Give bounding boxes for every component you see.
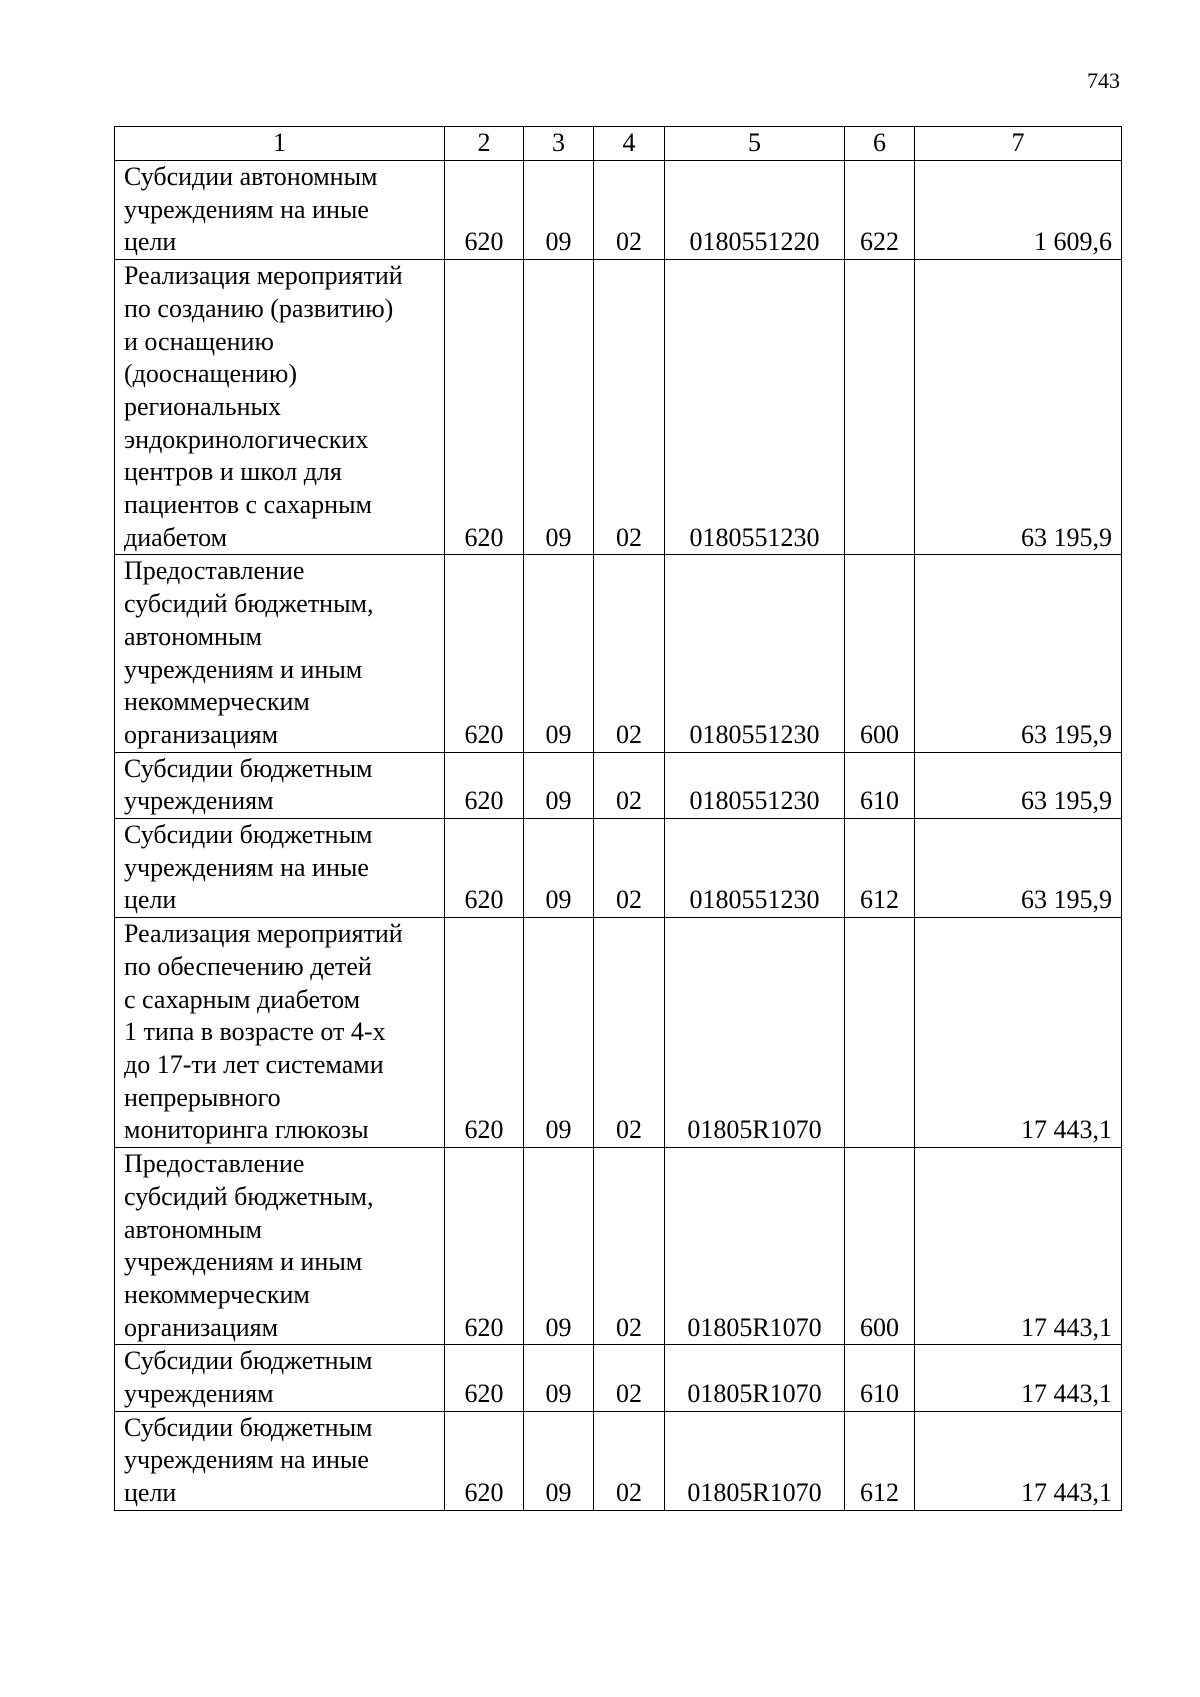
item-name-line: некоммерческим bbox=[124, 687, 310, 717]
budget-code-cell: 620 bbox=[445, 1411, 524, 1510]
amount-cell: 17 443,1 bbox=[915, 1148, 1122, 1345]
table-row bbox=[115, 260, 1122, 555]
item-name-line: центров и школ для bbox=[124, 457, 342, 487]
item-name-line: по обеспечению детей bbox=[124, 951, 372, 981]
subsection-cell: 02 bbox=[594, 918, 665, 1148]
item-name-line: Предоставление bbox=[124, 1149, 305, 1179]
budget-code-cell: 620 bbox=[445, 555, 524, 752]
item-name-line: до 17-ти лет системами bbox=[124, 1049, 384, 1079]
budget-code-cell: 620 bbox=[445, 819, 524, 918]
item-name-line: Предоставление bbox=[124, 556, 305, 586]
amount-cell: 17 443,1 bbox=[915, 918, 1122, 1148]
item-name-line: учреждениям bbox=[124, 786, 274, 816]
item-name-line: цели bbox=[124, 227, 177, 257]
target-article-cell: 01805R1070 bbox=[665, 1148, 845, 1345]
amount-cell: 17 443,1 bbox=[915, 1345, 1122, 1411]
table-row bbox=[115, 752, 1122, 818]
target-article-cell: 0180551230 bbox=[665, 752, 845, 818]
table-row bbox=[115, 819, 1122, 918]
item-name-cell bbox=[115, 1411, 445, 1510]
column-header-2: 2 bbox=[445, 127, 524, 161]
table-row bbox=[115, 555, 1122, 752]
expense-type-cell: 622 bbox=[845, 161, 915, 260]
budget-table bbox=[114, 126, 1122, 1511]
item-name-line: Субсидии бюджетным bbox=[124, 753, 373, 783]
item-name-line: с сахарным диабетом bbox=[124, 984, 361, 1014]
expense-type-cell: 610 bbox=[845, 1345, 915, 1411]
amount-cell: 63 195,9 bbox=[915, 260, 1122, 555]
budget-code-cell: 620 bbox=[445, 918, 524, 1148]
column-header-6: 6 bbox=[845, 127, 915, 161]
section-cell: 09 bbox=[524, 1411, 594, 1510]
section-cell: 09 bbox=[524, 555, 594, 752]
column-header-4: 4 bbox=[594, 127, 665, 161]
item-name-line: Субсидии бюджетным bbox=[124, 1346, 373, 1376]
item-name-line: учреждениям и иным bbox=[124, 654, 363, 684]
item-name-cell bbox=[115, 819, 445, 918]
item-name-line: цели bbox=[124, 1478, 177, 1508]
subsection-cell: 02 bbox=[594, 555, 665, 752]
amount-cell: 63 195,9 bbox=[915, 819, 1122, 918]
expense-type-cell bbox=[845, 918, 915, 1148]
item-name-line: 1 типа в возрасте от 4-х bbox=[124, 1017, 386, 1047]
section-cell: 09 bbox=[524, 161, 594, 260]
expense-type-cell: 612 bbox=[845, 819, 915, 918]
item-name-cell bbox=[115, 161, 445, 260]
item-name-line: Субсидии бюджетным bbox=[124, 820, 373, 850]
column-header-1: 1 bbox=[115, 127, 445, 161]
table-row bbox=[115, 1345, 1122, 1411]
expense-type-cell: 610 bbox=[845, 752, 915, 818]
target-article-cell: 01805R1070 bbox=[665, 1411, 845, 1510]
item-name-line: автономным bbox=[124, 1214, 262, 1244]
amount-cell: 1 609,6 bbox=[915, 161, 1122, 260]
item-name-line: Субсидии автономным bbox=[124, 162, 378, 191]
page-number: 743 bbox=[1087, 68, 1120, 93]
table-row bbox=[115, 161, 1122, 260]
column-header-7: 7 bbox=[915, 127, 1122, 161]
section-cell: 09 bbox=[524, 819, 594, 918]
expense-type-cell: 600 bbox=[845, 1148, 915, 1345]
expense-type-cell: 612 bbox=[845, 1411, 915, 1510]
subsection-cell: 02 bbox=[594, 161, 665, 260]
expense-type-cell: 600 bbox=[845, 555, 915, 752]
item-name-line: по созданию (развитию) bbox=[124, 293, 394, 323]
item-name-line: региональных bbox=[124, 391, 282, 421]
item-name-line: непрерывного bbox=[124, 1082, 281, 1112]
amount-cell: 63 195,9 bbox=[915, 752, 1122, 818]
table-header-row bbox=[115, 127, 1122, 161]
target-article-cell: 0180551220 bbox=[665, 161, 845, 260]
item-name-line: и оснащению bbox=[124, 326, 274, 356]
item-name-line: учреждениям на иные bbox=[124, 194, 369, 224]
item-name-line: организациям bbox=[124, 719, 279, 749]
column-header-5: 5 bbox=[665, 127, 845, 161]
item-name-line: учреждениям и иным bbox=[124, 1247, 363, 1277]
table-row bbox=[115, 1411, 1122, 1510]
budget-code-cell: 620 bbox=[445, 161, 524, 260]
item-name-cell bbox=[115, 918, 445, 1148]
target-article-cell: 0180551230 bbox=[665, 555, 845, 752]
subsection-cell: 02 bbox=[594, 819, 665, 918]
section-cell: 09 bbox=[524, 752, 594, 818]
item-name-line: субсидий бюджетным, bbox=[124, 1181, 374, 1211]
expense-type-cell bbox=[845, 260, 915, 555]
item-name-line: учреждениям на иные bbox=[124, 852, 369, 882]
amount-cell: 17 443,1 bbox=[915, 1411, 1122, 1510]
budget-code-cell: 620 bbox=[445, 752, 524, 818]
item-name-cell bbox=[115, 555, 445, 752]
item-name-line: учреждениям bbox=[124, 1379, 274, 1409]
item-name-line: Субсидии бюджетным bbox=[124, 1412, 373, 1442]
item-name-line: диабетом bbox=[124, 522, 228, 552]
item-name-line: (дооснащению) bbox=[124, 359, 297, 389]
item-name-line: мониторинга глюкозы bbox=[124, 1115, 369, 1145]
item-name-line: Реализация мероприятий bbox=[124, 919, 403, 949]
item-name-line: цели bbox=[124, 885, 177, 915]
budget-code-cell: 620 bbox=[445, 1345, 524, 1411]
item-name-line: Реализация мероприятий bbox=[124, 261, 403, 291]
table-body bbox=[115, 161, 1122, 1511]
budget-code-cell: 620 bbox=[445, 1148, 524, 1345]
item-name-line: учреждениям на иные bbox=[124, 1445, 369, 1475]
item-name-line: некоммерческим bbox=[124, 1279, 310, 1309]
target-article-cell: 01805R1070 bbox=[665, 918, 845, 1148]
item-name-line: субсидий бюджетным, bbox=[124, 589, 374, 619]
subsection-cell: 02 bbox=[594, 1411, 665, 1510]
target-article-cell: 01805R1070 bbox=[665, 1345, 845, 1411]
subsection-cell: 02 bbox=[594, 1345, 665, 1411]
item-name-cell bbox=[115, 752, 445, 818]
table-row bbox=[115, 918, 1122, 1148]
item-name-cell bbox=[115, 260, 445, 555]
item-name-line: пациентов с сахарным bbox=[124, 490, 373, 520]
subsection-cell: 02 bbox=[594, 260, 665, 555]
section-cell: 09 bbox=[524, 918, 594, 1148]
section-cell: 09 bbox=[524, 1345, 594, 1411]
item-name-line: эндокринологических bbox=[124, 424, 369, 454]
amount-cell: 63 195,9 bbox=[915, 555, 1122, 752]
item-name-cell bbox=[115, 1148, 445, 1345]
subsection-cell: 02 bbox=[594, 752, 665, 818]
budget-code-cell: 620 bbox=[445, 260, 524, 555]
column-header-3: 3 bbox=[524, 127, 594, 161]
item-name-line: организациям bbox=[124, 1312, 279, 1342]
table-row bbox=[115, 1148, 1122, 1345]
item-name-cell bbox=[115, 1345, 445, 1411]
subsection-cell: 02 bbox=[594, 1148, 665, 1345]
section-cell: 09 bbox=[524, 1148, 594, 1345]
target-article-cell: 0180551230 bbox=[665, 819, 845, 918]
section-cell: 09 bbox=[524, 260, 594, 555]
target-article-cell: 0180551230 bbox=[665, 260, 845, 555]
item-name-line: автономным bbox=[124, 621, 262, 651]
